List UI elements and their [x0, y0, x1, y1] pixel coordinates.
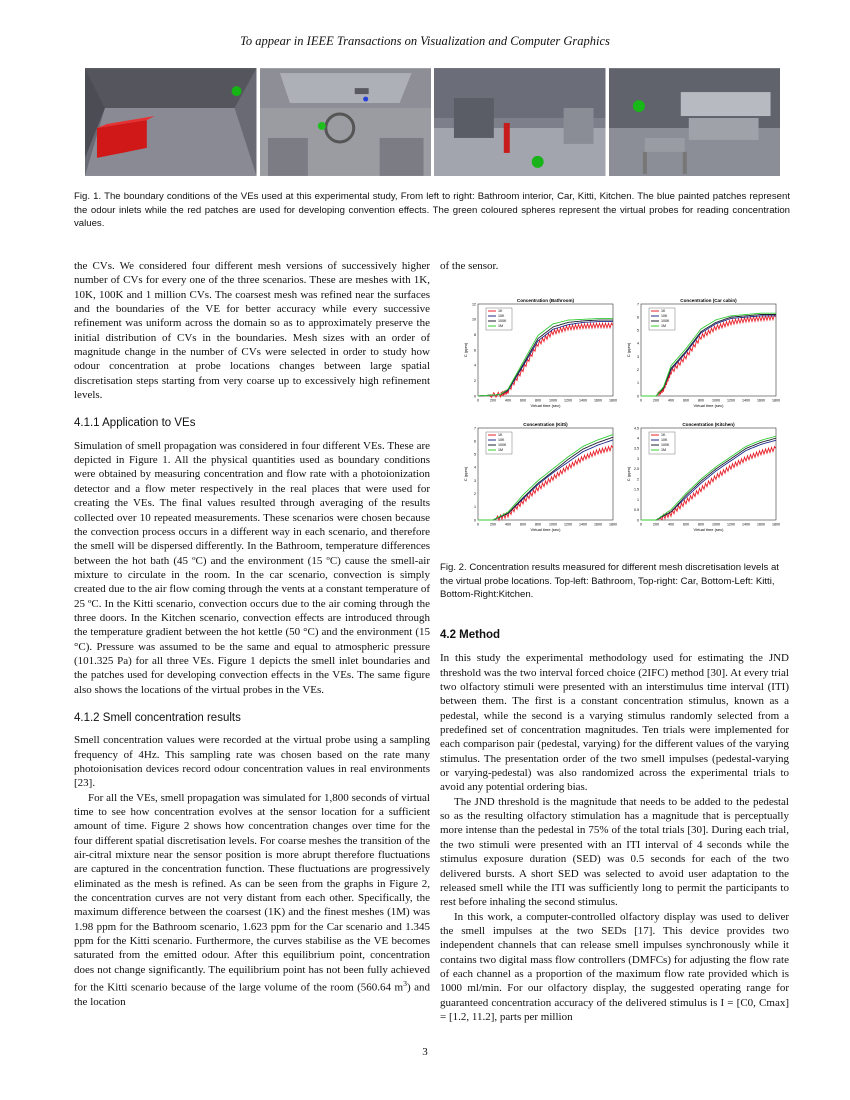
- y-tick-label: 12: [472, 302, 476, 307]
- legend-entry: 100K: [498, 443, 507, 447]
- y-tick-label: 6: [474, 439, 476, 444]
- kitchen-render: [609, 68, 781, 176]
- x-tick-label: 800: [698, 398, 704, 403]
- legend-entry: 10K: [498, 314, 505, 318]
- y-tick-label: 2: [637, 368, 639, 373]
- figure-1-caption: Fig. 1. The boundary conditions of the VEs used at this experimental study, From left to right: Bathroom interior, Car, Kitti, Kitchen. The blue painted patches represent the odour inlets while the red patches are used for developing convention effects. The green coloured spheres represent the virtual probes for reading concentration values.: [74, 191, 790, 230]
- page-number: 3: [422, 1046, 428, 1058]
- x-tick-label: 1800: [609, 398, 617, 403]
- y-tick-label: 1: [474, 505, 476, 510]
- x-tick-label: 1200: [564, 398, 572, 403]
- x-tick-label: 1400: [579, 398, 587, 403]
- x-tick-label: 0: [640, 522, 642, 527]
- y-tick-label: 2.5: [634, 467, 639, 472]
- y-tick-label: 3: [637, 456, 639, 461]
- y-tick-label: 7: [474, 426, 476, 431]
- x-tick-label: 1000: [549, 522, 557, 527]
- chart-title: Concentration (Bathroom): [516, 298, 575, 303]
- x-tick-label: 0: [640, 398, 642, 403]
- y-tick-label: 0.5: [634, 508, 639, 513]
- y-tick-label: 1: [637, 381, 639, 386]
- chart-title: Concentration (Car cabin): [680, 298, 737, 303]
- y-tick-label: 5: [474, 452, 476, 457]
- x-tick-label: 400: [505, 522, 511, 527]
- paragraph: Smell concentration values were recorded at the virtual probe using a sampling frequency of 4Hz. This sampling rate was chosen based on the rate many photoionisation devices record odour concentration values in real environments [23].: [74, 734, 430, 790]
- y-tick-label: 0: [474, 394, 476, 399]
- right-column: [440, 628, 789, 1024]
- x-tick-label: 600: [683, 398, 689, 403]
- y-axis-label: C (ppm): [626, 342, 631, 358]
- x-tick-label: 200: [653, 398, 659, 403]
- x-tick-label: 1200: [727, 522, 735, 527]
- y-tick-label: 4: [637, 436, 639, 441]
- y-tick-label: 0: [637, 394, 639, 399]
- paragraph: In this study the experimental methodology used for estimating the JND threshold was the two interval forced choice (2IFC) method [30]. At every trial two olfactory stimuli were presented with an interstimulus time interval (ITI) between them. The first is a constant concentration stimulus, known as a pedestal, while the second is a varying stimulus randomly selected from a predefined set of concentration magnitudes. Ten trials were implemented for each comparison pair (pedestal, varying) for the different values of the varying stimulus. The presentation order of the two smell impulses (pedestal-varying or varying-pedestal) was also randomized across the experimental trials to avoid any potential ordering bias.: [440, 652, 789, 794]
- legend-entry: 100K: [661, 319, 670, 323]
- y-tick-label: 0: [637, 518, 639, 523]
- paragraph: In this work, a computer-controlled olfactory display was used to deliver the smell impulses at the two SEDs [17]. This device provides two independent channels that can release smell impulses synchronously while it contains two digital mass flow controllers (DMFCs) for adjusting the flow rate of each channel as a proportion of the maximum flow rate provided which is 1000 ml/min. For our olfactory display, the suggested operating range for guaranteed concentration accuracy of the delivered stimulus is I = [C0, Cmax] = [1.2, 11.2], parts per million: [440, 910, 789, 1023]
- y-tick-label: 1.5: [634, 487, 639, 492]
- chart-panel-1: [626, 298, 780, 408]
- x-tick-label: 1800: [772, 522, 780, 527]
- chart-panel-2: [463, 422, 617, 532]
- y-tick-label: 2: [474, 378, 476, 383]
- chart-panel-0: [463, 298, 617, 408]
- legend-entry: 100K: [661, 443, 670, 447]
- legend-entry: 1K: [661, 433, 666, 437]
- y-tick-label: 10: [472, 317, 476, 322]
- x-tick-label: 1000: [712, 398, 720, 403]
- y-tick-label: 8: [474, 332, 476, 337]
- y-tick-label: 4: [637, 341, 639, 346]
- x-tick-label: 1000: [712, 522, 720, 527]
- legend-entry: 1K: [498, 309, 503, 313]
- legend-entry: 1M: [661, 324, 666, 328]
- subsection-heading-4-1-1: 4.1.1 Application to VEs: [74, 417, 196, 430]
- x-tick-label: 600: [683, 522, 689, 527]
- chart-title: Concentration (Kitti): [523, 422, 568, 427]
- chart-panel-3: [626, 422, 780, 532]
- x-tick-label: 1600: [757, 398, 765, 403]
- paragraph: the CVs. We considered four different mesh versions of successively higher number of CVs for every one of the three scenarios. These are meshes with 1K, 10K, 100K and 1 million CVs. The coarsest mesh was refined near the surfaces and the boundaries of the VE for better accuracy while every successive refinement was uniform across the domain so as to approximately preserve the initial distribution of CVs in the boundaries. Mesh sizes with an order of magnitude change in the number of CVs were selected in order to study how odour concentration at probe locations changes between large spatial discretisation steps starting from very coarse up to excessively high refinement levels.: [74, 260, 430, 402]
- x-tick-label: 600: [520, 398, 526, 403]
- chart-title: Concentration (Kitchen): [682, 422, 735, 427]
- x-tick-label: 400: [505, 398, 511, 403]
- bathroom-render: [85, 68, 257, 176]
- x-tick-label: 1800: [772, 398, 780, 403]
- y-tick-label: 4: [474, 363, 476, 368]
- x-tick-label: 400: [668, 522, 674, 527]
- x-tick-label: 800: [535, 398, 541, 403]
- y-tick-label: 7: [637, 302, 639, 307]
- legend-entry: 10K: [661, 314, 668, 318]
- x-tick-label: 200: [653, 522, 659, 527]
- x-tick-label: 200: [490, 522, 496, 527]
- kitti-render: [434, 68, 606, 176]
- x-tick-label: 0: [477, 522, 479, 527]
- y-tick-label: 4.5: [634, 426, 639, 431]
- x-tick-label: 800: [535, 522, 541, 527]
- left-column: [74, 259, 430, 1010]
- x-tick-label: 200: [490, 398, 496, 403]
- y-tick-label: 0: [474, 518, 476, 523]
- x-axis-label: Virtual time (sec): [530, 403, 561, 408]
- x-axis-label: Virtual time (sec): [693, 527, 724, 532]
- y-tick-label: 2: [637, 477, 639, 482]
- y-tick-label: 6: [637, 315, 639, 320]
- legend-entry: 10K: [661, 438, 668, 442]
- figure-2-charts: [458, 296, 788, 544]
- car-render: [260, 68, 432, 176]
- x-tick-label: 1800: [609, 522, 617, 527]
- x-tick-label: 1600: [594, 522, 602, 527]
- figure-1-images: [85, 68, 780, 176]
- legend-entry: 100K: [498, 319, 507, 323]
- legend-entry: 1M: [498, 324, 503, 328]
- y-axis-label: C (ppm): [626, 466, 631, 482]
- y-tick-label: 3: [637, 354, 639, 359]
- x-tick-label: 1400: [742, 522, 750, 527]
- x-tick-label: 400: [668, 398, 674, 403]
- x-tick-label: 1400: [579, 522, 587, 527]
- x-tick-label: 600: [520, 522, 526, 527]
- paragraph: Simulation of smell propagation was considered in four different VEs. These are depicted in Figure 1. All the physical quantities used as boundary conditions were obtained by measuring concentration and flow rate with a photoionization detector and a flow meter respectively in the real places that were used for creating the VEs. The final values resulted through averaging of the results collected over 10 repeated measurements. These scenarios were chosen because the convection process occurs in a different way in each scenario, and therefore the smell will be dispersed differently. In the Bathroom, temperature differences between the hot bath (45 ºC) and the environment (15 ºC) cause the smell-air mixture to circulate in the room. In the car scenario, convection is simply created due to the air flow coming through the vents at a constant temperature of 25 ºC. In the Kitti scenario, convection occurs due to the air coming through the three doors. In the Kitchen scenario, convection effects are introduced through the temperature gradient between the hot kettle (50 °C) and the environment (15 °C). Pressure was assumed to be the same and equal to atmospheric pressure (101.325 Pa) for all three VEs. Figure 1 depicts the smell inlet boundaries and the patches used for developing convection effects in the VEs. The same figure also shows the locations of the virtual probes in the VEs.: [74, 439, 430, 696]
- y-tick-label: 1: [637, 497, 639, 502]
- y-axis-label: C (ppm): [463, 342, 468, 358]
- y-tick-label: 2: [474, 492, 476, 497]
- x-tick-label: 1200: [564, 522, 572, 527]
- legend-entry: 1K: [498, 433, 503, 437]
- x-axis-label: Virtual time (sec): [693, 403, 724, 408]
- running-header: To appear in IEEE Transactions on Visualization and Computer Graphics: [240, 34, 610, 48]
- section-heading-4-2: 4.2 Method: [440, 629, 501, 641]
- paragraph: The JND threshold is the magnitude that needs to be added to the pedestal so as the resulting olfactory stimulation has a magnitude that is perceptually more intense than the pedestal in 75% of the total trials [30]. During each trial, the two stimuli were presented with an ITI interval of 4 seconds while the stimulus exposure duration (SED) was 0.5 seconds for each of the two delivered bursts. A short SED was selected to avoid user adaptation to the released smell while the ITI was sufficiently long to permit the participants to rest before inhaling the second stimulus.: [440, 795, 789, 909]
- y-tick-label: 3.5: [634, 446, 639, 451]
- y-tick-label: 4: [474, 465, 476, 470]
- paragraph: of the sensor.: [440, 260, 499, 272]
- x-tick-label: 800: [698, 522, 704, 527]
- x-axis-label: Virtual time (sec): [530, 527, 561, 532]
- x-tick-label: 1200: [727, 398, 735, 403]
- x-tick-label: 0: [477, 398, 479, 403]
- legend-entry: 10K: [498, 438, 505, 442]
- y-tick-label: 3: [474, 478, 476, 483]
- x-tick-label: 1000: [549, 398, 557, 403]
- legend-entry: 1M: [498, 448, 503, 452]
- y-axis-label: C (ppm): [463, 466, 468, 482]
- legend-entry: 1M: [661, 448, 666, 452]
- legend-entry: 1K: [661, 309, 666, 313]
- paragraph: For all the VEs, smell propagation was simulated for 1,800 seconds of virtual time to see how concentration evolves at the sensor location for a sufficient amount of time. Figure 2 shows how concentration changes over time for the four different spatial discretisation levels. For coarse meshes the transition of the air-citral mixture near the sensor position is more abrupt therefore fluctuations are captured in the concentration function. These fluctuations are progressively eliminated as the mesh is refined. As can be seen from the graphs in Figure 2, the concentration curves are not very distant from each other. Specifically, the maximum difference between the coarsest (1K) and the finest meshes (1M) was 1.98 ppm for the Bathroom scenario, 1.623 ppm for the Car scenario and 1.345 ppm for the Kitti scenario. Furthermore, the curves stabilise as the VE becomes saturated from the emitted odour. After this equilibrium point, concentration does not change significantly. The equilibrium point has not been fully achieved for the Kitti scenario because of the large volume of the room (560.64 $m^3$) and the location: [74, 791, 431, 1009]
- x-tick-label: 1400: [742, 398, 750, 403]
- figure-2-caption: Fig. 2. Concentration results measured for different mesh discretisation levels at the virtual probe locations. Top-left: Bathroom, Top-right: Car, Bottom-Left: Kitti, Bottom-Right:Kitchen.: [440, 562, 779, 600]
- sensor-continuation: [440, 259, 789, 273]
- x-tick-label: 1600: [594, 398, 602, 403]
- x-tick-label: 1600: [757, 522, 765, 527]
- subsection-heading-4-1-2: 4.1.2 Smell concentration results: [74, 711, 241, 724]
- y-tick-label: 6: [474, 348, 476, 353]
- y-tick-label: 5: [637, 328, 639, 333]
